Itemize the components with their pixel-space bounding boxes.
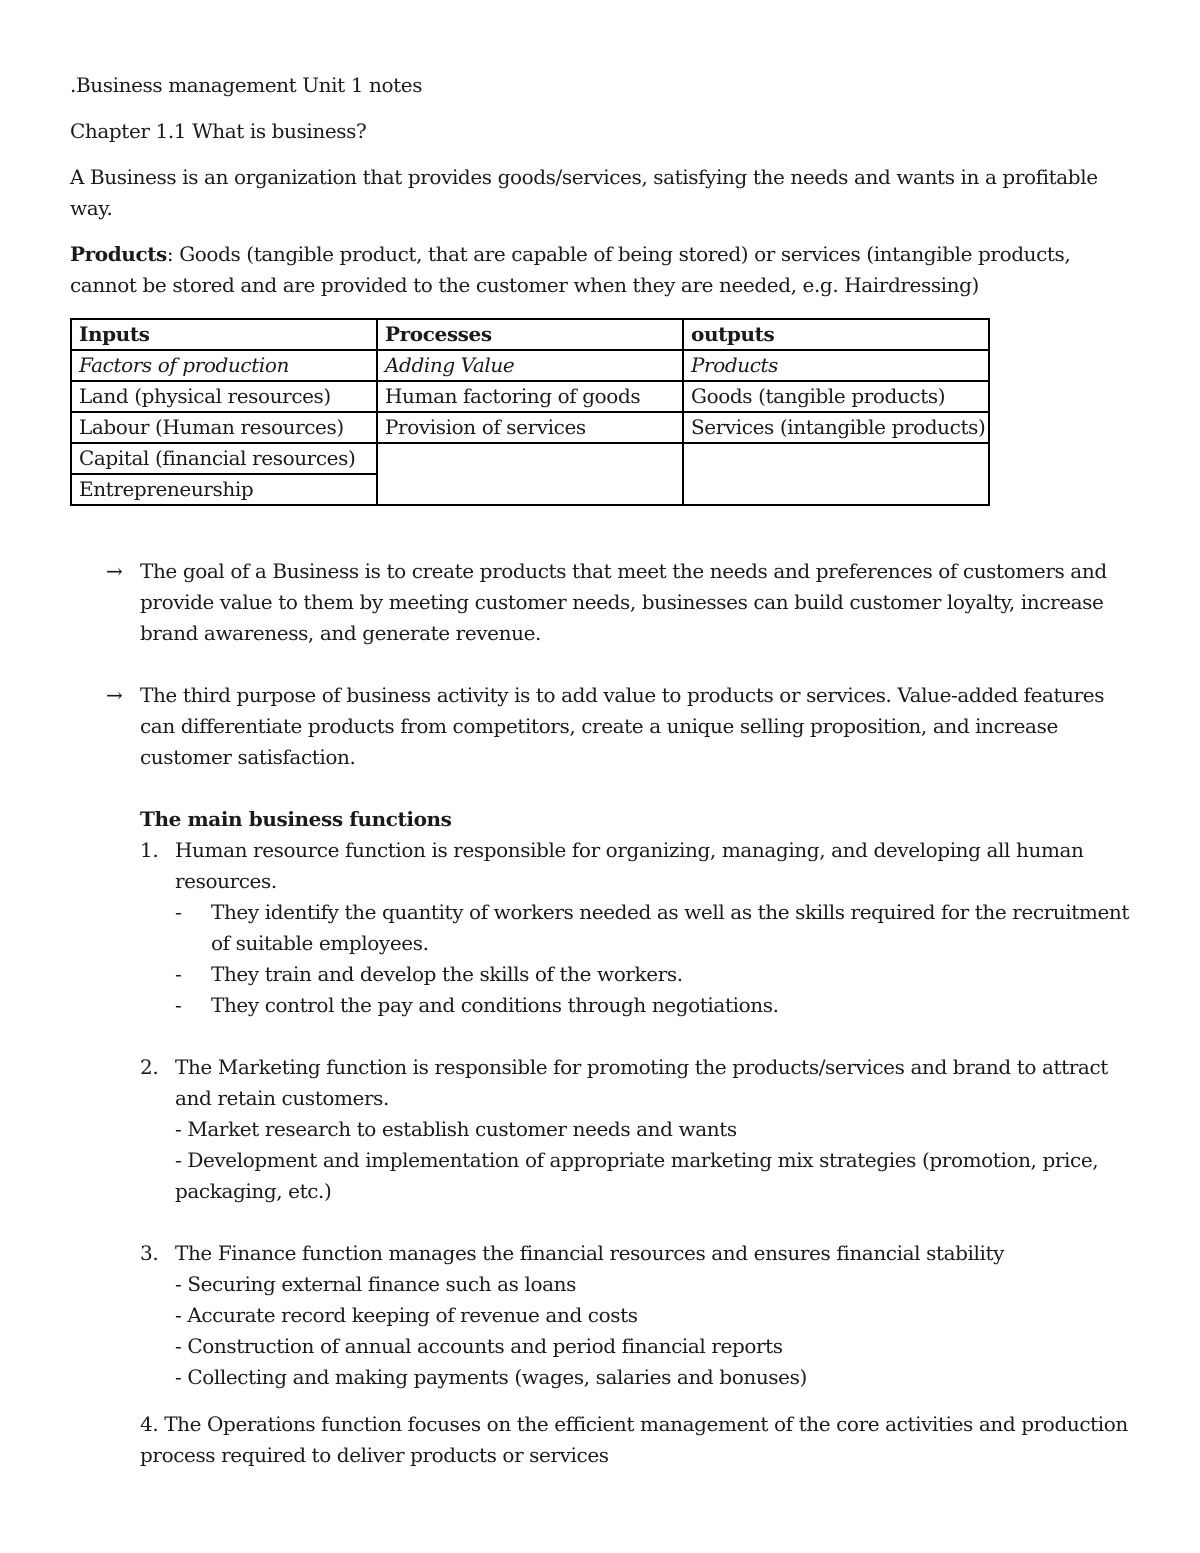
functions-heading: The main business functions (140, 807, 452, 831)
header-processes: Processes (377, 319, 683, 350)
table-cell: Entrepreneurship (71, 474, 377, 505)
function-item-marketing (70, 1052, 1130, 1114)
sub-point: - Securing external finance such as loans (175, 1272, 576, 1296)
dash-bullet: - (175, 900, 182, 924)
table-row (71, 412, 989, 443)
bullet-text: They train and develop the skills of the workers. (211, 962, 683, 986)
business-definition: A Business is an organization that provides goods/services, satisfying the needs and wants in a profitable way. (70, 165, 1098, 220)
products-label: Products (70, 242, 167, 266)
sub-point: - Accurate record keeping of revenue and costs (175, 1303, 638, 1327)
table-cell: Provision of services (377, 412, 683, 443)
table-row (71, 381, 989, 412)
sub-point: - Collecting and making payments (wages, salaries and bonuses) (175, 1365, 807, 1389)
empty-table-cell (377, 443, 683, 505)
table-cell: Human factoring of goods (377, 381, 683, 412)
arrow-point-text: The third purpose of business activity is to add value to products or services. Value-added features can differentiate products from competitors, create a unique selling proposition, and increase customer satisfaction. (140, 683, 1105, 769)
bullet-text: They control the pay and conditions through negotiations. (211, 993, 779, 1017)
table-cell: Factors of production (71, 350, 377, 381)
arrow-point-text: The goal of a Business is to create products that meet the needs and preferences of customers and provide value to them by meeting customer needs, businesses can build customer loyalty, increase brand awareness, and generate revenue. (140, 559, 1107, 645)
table-cell: Labour (Human resources) (71, 412, 377, 443)
table-header-row (71, 319, 989, 350)
bullet-text: They identify the quantity of workers needed as well as the skills required for the recruitment of suitable employees. (211, 900, 1130, 955)
table-cell: Capital (financial resources) (71, 443, 377, 474)
list-number: 2. (140, 1055, 159, 1079)
list-item (70, 990, 1130, 1021)
function-text: The Marketing function is responsible for promoting the products/services and brand to attract and retain customers. (175, 1055, 1108, 1110)
header-outputs: outputs (683, 319, 989, 350)
chapter-heading: Chapter 1.1 What is business? (70, 119, 367, 143)
sub-point: - Market research to establish customer needs and wants (175, 1117, 737, 1141)
function-item-hr (70, 835, 1130, 897)
list-number: 3. (140, 1241, 159, 1265)
function-text: The Finance function manages the financial resources and ensures financial stability (175, 1241, 1005, 1265)
sub-point: - Construction of annual accounts and period financial reports (175, 1334, 783, 1358)
dash-bullet: - (175, 962, 182, 986)
function-text: Human resource function is responsible for organizing, managing, and developing all human resources. (175, 838, 1084, 893)
products-text: : Goods (tangible product, that are capable of being stored) or services (intangible products, cannot be stored and are provided to the customer when they are needed, e.g. Hairdressing) (70, 242, 1071, 297)
table-row (71, 443, 989, 474)
sub-point: - Development and implementation of appropriate marketing mix strategies (promotion, price, packaging, etc.) (175, 1148, 1099, 1203)
table-cell: Products (683, 350, 989, 381)
list-number: 1. (140, 838, 159, 862)
table-cell: Land (physical resources) (71, 381, 377, 412)
table-cell: Goods (tangible products) (683, 381, 989, 412)
right-arrow-icon: → (106, 559, 123, 583)
table-cell: Services (intangible products) (683, 412, 989, 443)
right-arrow-icon: → (106, 683, 123, 707)
inputs-processes-outputs-table (70, 318, 990, 506)
arrow-point (70, 556, 1130, 649)
header-inputs: Inputs (71, 319, 377, 350)
function-item-operations: 4. The Operations function focuses on the efficient management of the core activities and production process required to deliver products or services (140, 1412, 1128, 1467)
list-item (70, 897, 1130, 959)
empty-table-cell (683, 443, 989, 505)
dash-bullet: - (175, 993, 182, 1017)
document-page (70, 70, 1130, 1471)
arrow-point (70, 680, 1130, 773)
function-item-finance (70, 1238, 1130, 1269)
table-cell: Adding Value (377, 350, 683, 381)
list-item (70, 959, 1130, 990)
products-definition (70, 239, 1130, 301)
document-title: .Business management Unit 1 notes (70, 73, 423, 97)
table-row (71, 350, 989, 381)
